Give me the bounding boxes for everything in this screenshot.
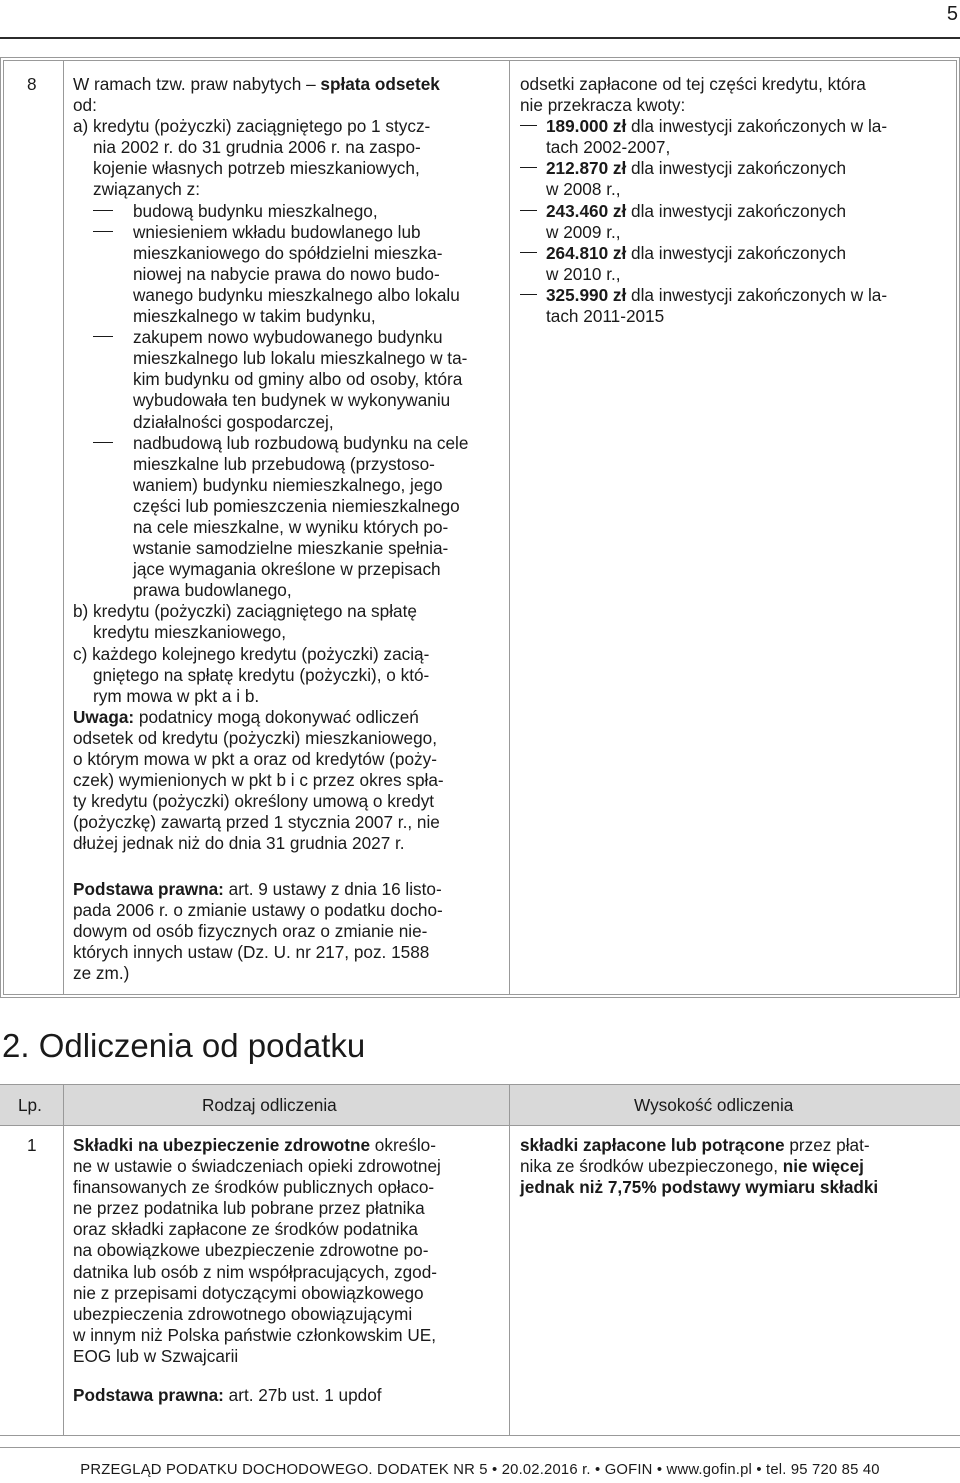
dash-bullet	[93, 222, 133, 327]
intro-text: W ramach tzw. praw nabytych –	[73, 74, 321, 94]
header-amount: Wysokość odliczenia	[634, 1095, 794, 1115]
intro-line-2: od:	[73, 95, 97, 116]
amount-item: 325.990 zł dla inwestycji zakończonych w la- tach 2011-2015	[520, 285, 952, 327]
point-a-line: nia 2002 r. do 31 grudnia 2006 r. na zaspo-	[93, 137, 421, 158]
dash-list	[73, 201, 503, 602]
point-c: c) każdego kolejnego kredytu (pożyczki) zacią- gniętego na spłatę kredytu (pożyczki), o któ- rym mowa w pkt a i b.	[73, 643, 430, 706]
row-8-lp: 8	[27, 74, 37, 94]
dash-bullet	[520, 285, 546, 327]
row-1-description: Składki na ubezpieczenie zdrowotne określo- ne w ustawie o świadczeniach opieki zdrowotnej finansowanych ze środków publicznych opłaco- ne przez podatnika lub pobrane przez płatnika oraz składki zapłacone ze środków podatnika na obowiązkowe ubezpieczenie zdrowotne po- datnika lub osób z nim współpracujących, zgod- nie z przepisami dotyczącymi obowiązkowego ubezpieczenia zdrowotnego obowiązującymi w innym niż Polska państwie członkowskim UE, EOG lub w Szwajcarii	[73, 1135, 441, 1366]
dash-bullet	[93, 327, 133, 432]
dash-bullet	[520, 201, 546, 243]
intro-bold: spłata odsetek	[320, 74, 440, 94]
footer-rule	[0, 1447, 960, 1448]
column-divider	[509, 1084, 510, 1435]
table-header	[0, 1084, 960, 1126]
point-a-line: związanych z:	[93, 179, 200, 200]
dash-bullet	[520, 158, 546, 200]
row-1-amount: składki zapłacone lub potrącone przez płat- nika ze środków ubezpieczonego, nie więcej jednak niż 7,75% podstawy wymiaru składki	[520, 1135, 879, 1198]
row-1-title: Składki na ubezpieczenie zdrowotne	[73, 1135, 371, 1155]
table-bottom	[0, 1435, 960, 1436]
column-divider	[63, 1084, 64, 1435]
amount-item: 264.810 zł dla inwestycji zakończonych w 2010 r.,	[520, 243, 952, 285]
dash-item: nadbudową lub rozbudową budynku na cele mieszkalne lub przebudową (przystoso- waniem) budynku niemieszkalnego, jego części lub pomieszczenia niemieszkalnego na cele mieszkalne, w wyniku których po- wstanie samodzielne mieszkanie spełnia- jące wymagania określone w przepisach prawa budowlanego,	[93, 433, 503, 602]
point-b: b) kredytu (pożyczki) zaciągniętego na spłatę kredytu mieszkaniowego,	[73, 601, 417, 643]
column-divider	[509, 60, 510, 995]
row-8-amounts: odsetki zapłacone od tej części kredytu, która nie przekracza kwoty: 189.000 zł dla inwestycji zakończonych w la- tach 2002-2007, 212.870 zł dla inwestycji zakończonych w 2008 r., 243.460 zł dla inwestycji zakończonych w 2009 r., 264.810 zł dla inwestycji zakończonych w 2010 r., 325.990 zł dla inwestycji zakończonych w la- tach 2011-2015	[520, 74, 952, 327]
page-number: 5	[946, 3, 958, 25]
row-8-description	[73, 74, 503, 854]
row-1-lp: 1	[27, 1135, 37, 1155]
dash-bullet	[520, 116, 546, 158]
dash-bullet	[93, 201, 133, 222]
note-label: Uwaga:	[73, 706, 135, 727]
dash-item: budową budynku mieszkalnego,	[93, 201, 503, 222]
point-a-line: a) kredytu (pożyczki) zaciągniętego po 1 stycz-	[73, 116, 431, 137]
row-1-legal-basis: Podstawa prawna: art. 27b ust. 1 updof	[73, 1385, 382, 1405]
dash-bullet	[93, 433, 133, 602]
header-lp: Lp.	[18, 1095, 42, 1115]
dash-item: zakupem nowo wybudowanego budynku mieszkalnego lub lokalu mieszkalnego w ta- kim budynku od gminy albo od osoby, która wybudowała ten budynek w wykonywaniu działalności gospodarczej,	[93, 327, 503, 432]
point-a	[73, 116, 503, 200]
amount-item: 243.460 zł dla inwestycji zakończonych w 2009 r.,	[520, 201, 952, 243]
amount-item: 212.870 zł dla inwestycji zakończonych w 2008 r.,	[520, 158, 952, 200]
point-a-line: kojenie własnych potrzeb mieszkaniowych,	[93, 158, 420, 179]
header-type: Rodzaj odliczenia	[202, 1095, 337, 1115]
legal-label: Podstawa prawna:	[73, 879, 224, 899]
intro-line	[73, 74, 503, 95]
amount-item: 189.000 zł dla inwestycji zakończonych w la- tach 2002-2007,	[520, 116, 952, 158]
column-divider	[63, 60, 64, 995]
section-title: 2. Odliczenia od podatku	[2, 1027, 366, 1064]
legal-label: Podstawa prawna:	[73, 1385, 224, 1405]
header-rule	[0, 37, 960, 39]
note: Uwaga: podatnicy mogą dokonywać odliczeń odsetek od kredytu (pożyczki) mieszkaniowego, o którym mowa w pkt a oraz od kredytów (poży- czek) wymienionych w pkt b i c przez okres spła- ty kredytu (pożyczki) określony umową o kredyt (pożyczkę) zawartą przed 1 stycznia 2007 r., nie dłużej jednak niż do dnia 31 grudnia 2027 r.	[73, 706, 444, 854]
dash-item: wniesieniem wkładu budowlanego lub mieszkaniowego do spółdzielni mieszka- niowej na nabycie prawa do nowo budo- wanego budynku mieszkalnego albo lokalu mieszkalnego w takim budynku,	[93, 222, 503, 327]
footer: PRZEGLĄD PODATKU DOCHODOWEGO. DODATEK NR 5 • 20.02.2016 r. • GOFIN • www.gofin.pl • tel. 95 720 85 40	[80, 1462, 880, 1478]
row-8-legal-basis: Podstawa prawna: art. 9 ustawy z dnia 16 listo- pada 2006 r. o zmianie ustawy o podatku docho- dowym od osób fizycznych oraz o zmianie nie- których innych ustaw (Dz. U. nr 217, poz. 1588 ze zm.)	[73, 879, 443, 984]
dash-bullet	[520, 243, 546, 285]
